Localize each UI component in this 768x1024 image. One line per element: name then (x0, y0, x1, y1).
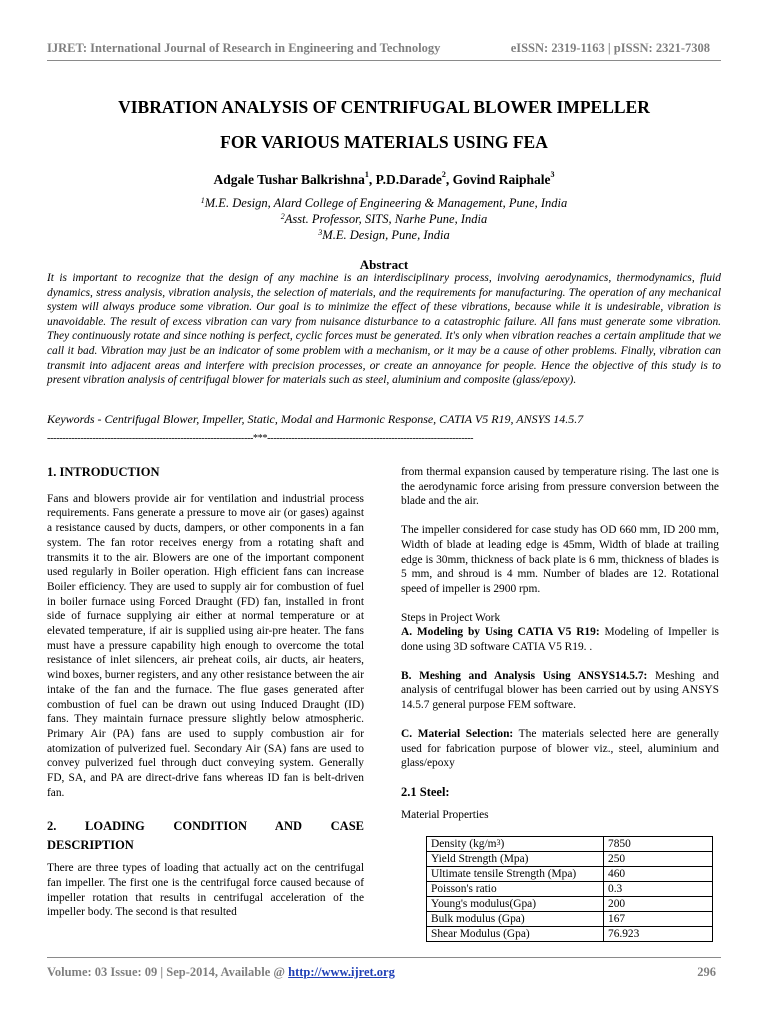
page-number: 296 (697, 965, 716, 979)
table-caption: Material Properties (401, 808, 489, 821)
step-a (401, 625, 719, 654)
issn-info: eISSN: 2319-1163 | pISSN: 2321-7308 (510, 41, 710, 55)
step-c-text: The materials selected here are generally used for fabrication purpose of blower viz., steel, aluminium and glass/epoxy (401, 727, 719, 770)
introduction-heading: 1. INTRODUCTION (47, 465, 160, 479)
table-row (427, 927, 713, 942)
section-2-text: There are three types of loading that actually act on the centrifugal fan impeller. The first one is the centrifugal force caused because of impeller rotation that results in centrifugal acceleration of the impeller body. The second is that resulted (47, 862, 364, 919)
property-cell: Ultimate tensile Strength (Mpa) (427, 867, 604, 882)
property-cell: Poisson's ratio (427, 882, 604, 897)
introduction-text: Fans and blowers provide air for ventilation and industrial process requirements. Fans generate a pressure to move air (or gases) against a resistance caused by ducts, dampers, or other components in a fan system. The fan rotor receives energy from a rotating shaft and transmits it to the air. Blowers are one of the important component used regularly in Boiler operation. High efficient fans can increase Boiler efficiency. They are used to supply air for combustion of fuel in boiler furnace using Forced Draught (FD) fan, installed in front side of furnace supplying air either at normal temperature or at elevated temperature, if air is supplied using air-pre heater. The fans must have a pressure capability high enough to overcome the total resistance of inlet silencers, air preheat coils, air ducts, air heaters, wind boxes, burner registers, and any other resistance between the air intake of the fan and the furnace. The flue gases generated after combustion of fuel can be drawn out using Induced Draught (ID) fans. They maintain furnace pressure slightly below atmospheric. Primary Air (PA) fans are used to supply combustion air for atomization of pulverized fuel. Secondary Air (SA) fans are used to convey pulverized fuel through duct conveying system. Generally FD, SA, and PA are direct-drive fans whereas ID fan is belt-driven fan. (47, 492, 364, 799)
volume-info: Volume: 03 Issue: 09 | Sep-2014, Available @ http://www.ijret.org (47, 965, 395, 979)
footer-rule (47, 957, 721, 958)
section-2-heading-line-1: 2. LOADING CONDITION AND CASE (47, 819, 364, 834)
header-rule (47, 60, 721, 61)
property-cell: Bulk modulus (Gpa) (427, 912, 604, 927)
affiliation-3: $^3$M.E. Design, Pune, India (318, 228, 450, 242)
table-row (427, 867, 713, 882)
section-separator: --------------------------------------------------------------------***-------------------------------------------------------------------- (47, 433, 474, 444)
author-3-sup: 3 (550, 170, 555, 179)
impeller-description: The impeller considered for case study has OD 660 mm, ID 200 mm, Width of blade at leading edge is 45mm, Width of blade at trailing edge is 30mm, thickness of back plate is 6 mm, thickness of blades is 5 mm, and shroud is 4 mm. Number of blades are 12. Rotational speed of impeller is 2900 rpm. (401, 524, 719, 595)
value-cell: 167 (604, 912, 713, 927)
value-cell: 76.923 (604, 927, 713, 942)
steps-label: Steps in Project Work (401, 611, 501, 624)
steel-subheading: 2.1 Steel: (401, 784, 450, 799)
paper-title (40, 90, 728, 160)
title-line-2: FOR VARIOUS MATERIALS USING FEA (220, 132, 548, 152)
title-line-1: VIBRATION ANALYSIS OF CENTRIFUGAL BLOWER IMPELLER (118, 97, 650, 117)
abstract-text: It is important to recognize that the design of any machine is an interdisciplinary process, involving aerodynamics, thermodynamics, fluid dynamics, stress analysis, vibration analysis, the selection of materials, and the requirements for manufacturing. The operation of any mechanical system will always produce some vibration. Our goal is to minimize the effect of these vibrations, because while it is undesirable, vibration is unavoidable. The result of excess vibration can vary from nuisance disturbance to a catastrophic failure. All fans must generate some vibration. They continuously rotate and since nothing is perfect, cyclic forces must be generated. It's only when vibration reaches a certain amplitude that we call it bad. Vibration may just be an indicator of some problem with a mechanism, or it may be a cause of other problems. Finally, vibration can transmit into adjacent areas and interfere with precision processes, or create an annoyance for people. Hence the objective of this study is to present vibration analysis of centrifugal blower for materials such as steel, aluminium and composite (glass/epoxy). (47, 272, 721, 387)
continued-text: from thermal expansion caused by temperature rising. The last one is the aerodynamic force arising from pressure conversion between the blade and the air. (401, 466, 719, 508)
step-c (401, 727, 719, 771)
step-b-text: Meshing and analysis of centrifugal blower has been carried out by using ANSYS 14.5.7 general purpose FEM software. (401, 669, 719, 712)
step-b (401, 669, 719, 713)
table-row (427, 912, 713, 927)
abstract-heading: Abstract (359, 257, 409, 272)
author-1: Adgale Tushar Balkrishna (213, 172, 365, 187)
left-column (47, 465, 364, 934)
author-list: Adgale Tushar Balkrishna$^1$, P.D.Darade$^2$, Govind Raiphale$^3$ (213, 170, 555, 187)
affiliation-2: $^2$Asst. Professor, SITS, Narhe Pune, India (280, 212, 488, 226)
step-b-label: B. Meshing and Analysis Using ANSYS14.5.7: (401, 669, 648, 682)
value-cell: 200 (604, 897, 713, 912)
step-a-label: A. Modeling by Using CATIA V5 R19: (401, 626, 600, 639)
author-2: P.D.Darade (375, 172, 442, 187)
author-3: Govind Raiphale (452, 172, 551, 187)
value-cell: 460 (604, 867, 713, 882)
table-row (427, 852, 713, 867)
affiliation-1: $^1$M.E. Design, Alard College of Engineering & Management, Pune, India (200, 196, 568, 210)
section-2-heading-line-2: DESCRIPTION (47, 838, 134, 853)
right-column (401, 465, 719, 942)
value-cell: 0.3 (604, 882, 713, 897)
material-properties-table (426, 836, 713, 942)
affiliations (40, 195, 728, 243)
table-row (427, 882, 713, 897)
author-2-sup: 2 (441, 170, 446, 179)
value-cell: 250 (604, 852, 713, 867)
running-header (47, 41, 710, 56)
property-cell: Yield Strength (Mpa) (427, 852, 604, 867)
journal-name: IJRET: International Journal of Research in Engineering and Technology (47, 41, 441, 55)
journal-url-link[interactable]: http://www.ijret.org (288, 965, 395, 979)
table-row (427, 837, 713, 852)
step-c-label: C. Material Selection: (401, 727, 514, 740)
keywords: Keywords - Centrifugal Blower, Impeller, Static, Modal and Harmonic Response, CATIA V5 R19, ANSYS 14.5.7 (47, 412, 584, 426)
running-footer (47, 965, 716, 980)
property-cell: Shear Modulus (Gpa) (427, 927, 604, 942)
table-row (427, 897, 713, 912)
property-cell: Density $(kg/m^3)$ (427, 837, 604, 852)
property-cell: Young's modulus(Gpa) (427, 897, 604, 912)
author-1-sup: 1 (364, 170, 369, 179)
value-cell: 7850 (604, 837, 713, 852)
step-a-text: Modeling of Impeller is done using 3D software CATIA V5 R19. . (401, 626, 719, 654)
